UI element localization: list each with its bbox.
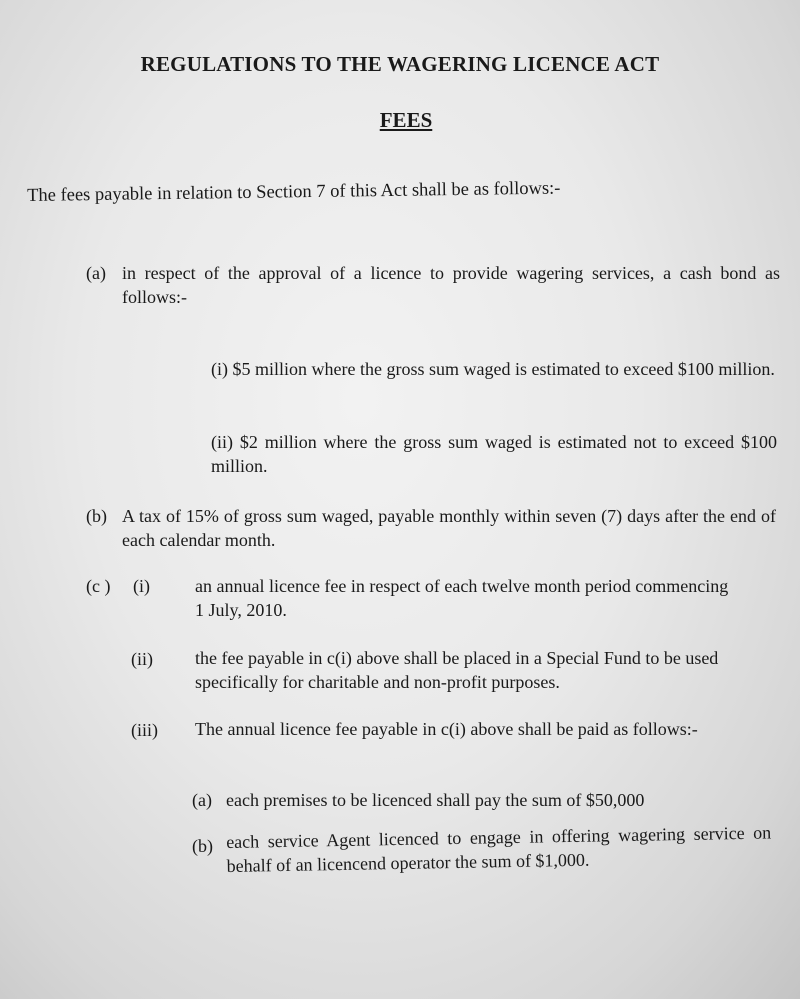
item-c-i-text: an annual licence fee in respect of each twelve month period commencing 1 July, 2010.	[195, 576, 729, 620]
item-a-text: in respect of the approval of a licence to provide wagering services, a cash bond as follows:-	[122, 263, 780, 307]
item-c-iii-a-marker: (a)	[192, 790, 212, 810]
item-c-iii-marker: (iii)	[131, 720, 158, 740]
document-title: REGULATIONS TO THE WAGERING LICENCE ACT	[140, 52, 660, 76]
item-c-iii-text: The annual licence fee payable in c(i) above shall be paid as follows:-	[195, 719, 698, 739]
item-a-sub-i: (i) $5 million where the gross sum waged is estimated to exceed $100 million.	[211, 359, 775, 379]
item-c-ii-text: the fee payable in c(i) above shall be placed in a Special Fund to be used specifically for charitable and non-profit purposes.	[195, 648, 719, 692]
intro-text: The fees payable in relation to Section 7 of this Act shall be as follows:-	[27, 178, 561, 206]
item-c-iii-b-text: each service Agent licenced to engage in offering wagering service on behalf of an licencend operator the sum of $1,000.	[226, 822, 772, 876]
item-c-iii-a-text: each premises to be licenced shall pay the sum of $50,000	[226, 790, 645, 810]
item-a-marker: (a)	[86, 263, 106, 283]
item-b-marker: (b)	[86, 506, 107, 526]
item-c-iii-b-marker: (b)	[192, 836, 213, 856]
item-a-sub-ii: (ii) $2 million where the gross sum waged is estimated not to exceed $100 million.	[211, 432, 777, 476]
item-c-marker: (c )	[86, 576, 111, 596]
document-subtitle: FEES	[379, 108, 433, 132]
item-c-ii-marker: (ii)	[131, 649, 153, 669]
item-c-i-marker: (i)	[133, 576, 150, 596]
item-b-text: A tax of 15% of gross sum waged, payable monthly within seven (7) days after the end of each calendar month.	[122, 506, 776, 550]
